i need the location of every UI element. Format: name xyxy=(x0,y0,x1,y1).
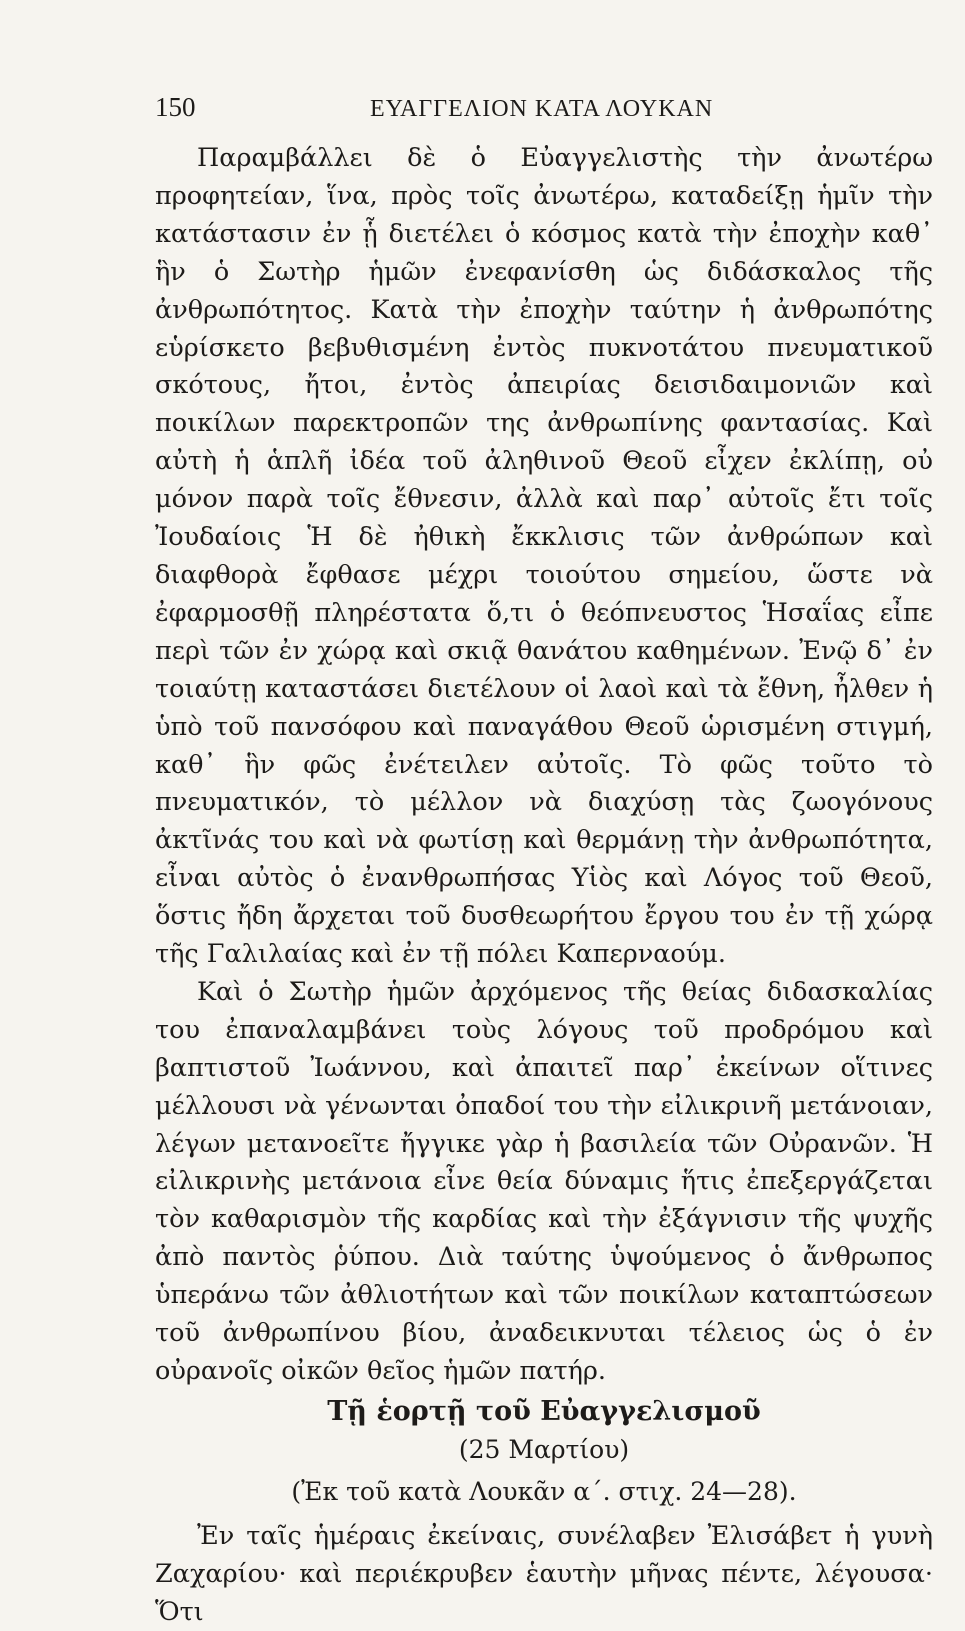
section-reference: (Ἐκ τοῦ κατὰ Λουκᾶν α΄. στιχ. 24—28). xyxy=(291,1476,797,1506)
paragraph-2: Καὶ ὁ Σωτὴρ ἡμῶν ἀρχόμενος τῆς θείας διδασκαλίας του ἐπαναλαμβάνει τοὺς λόγους τοῦ προδρόμου καὶ βαπτιστοῦ Ἰωάννου, καὶ ἀπαιτεῖ παρ᾽ ἐκείνων οἵτινες μέλλουσι νὰ γένωνται ὀπαδοί του τὴν εἰλικρινῆ μετάνοιαν, λέγων μετανοεῖτε ἤγγικε γὰρ ἡ βασιλεία τῶν Οὐρανῶν. Ἡ εἰλικρινὴς μετάνοια εἶνε θεία δύναμις ἥτις ἐπεξεργάζεται τὸν καθαρισμὸν τῆς καρδίας καὶ τὴν ἐξάγνισιν τῆς ψυχῆς ἀπὸ παντὸς ῥύπου. Διὰ ταύτης ὑψούμενος ὁ ἄνθρωπος ὑπεράνω τῶν ἀθλιοτήτων καὶ τῶν ποικίλων καταπτώσεων τοῦ ἀνθρωπίνου βίου, ἀναδεικνυται τέλειος ὡς ὁ ἐν οὐρανοῖς οἰκῶν θεῖος ἡμῶν πατήρ. xyxy=(155,976,933,1386)
running-head: ΕΥΑΓΓΕΛΙΟΝ ΚΑΤΑ ΛΟΥΚΑΝ xyxy=(370,96,714,122)
section-heading: Τῇ ἑορτῇ τοῦ Εὐαγγελισμοῦ xyxy=(327,1395,761,1427)
page-number: 150 xyxy=(155,92,196,122)
paragraph-3: Ἐν ταῖς ἡμέραις ἐκείναις, συνέλαβεν Ἐλισάβετ ἡ γυνὴ Ζαχαρίου· καὶ περιέκρυβεν ἑαυτὴν μῆνας πέντε, λέγουσα· Ὅτι xyxy=(155,1520,933,1627)
paragraph-1: Παραμβάλλει δὲ ὁ Εὐαγγελιστὴς τὴν ἀνωτέρω προφητείαν, ἵνα, πρὸς τοῖς ἀνωτέρω, καταδείξῃ ἡμῖν τὴν κατάστασιν ἐν ᾗ διετέλει ὁ κόσμος κατὰ τὴν ἐποχὴν καθ᾽ ἣν ὁ Σωτὴρ ἡμῶν ἐνεφανίσθη ὡς διδάσκαλος τῆς ἀνθρωπότητος. Κατὰ τὴν ἐποχὴν ταύτην ἡ ἀνθρωπότης εὑρίσκετο βεβυθισμένη ἐντὸς πυκνοτάτου πνευματικοῦ σκότους, ἤτοι, ἐντὸς ἀπειρίας δεισιδαιμονιῶν καὶ ποικίλων παρεκτροπῶν της ἀνθρωπίνης φαντασίας. Καὶ αὐτὴ ἡ ἁπλῆ ἰδέα τοῦ ἀληθινοῦ Θεοῦ εἶχεν ἐκλίπῃ, οὐ μόνον παρὰ τοῖς ἔθνεσιν, ἀλλὰ καὶ παρ᾽ αὐτοῖς ἔτι τοῖς Ἰουδαίοις Ἡ δὲ ἠθικὴ ἔκκλισις τῶν ἀνθρώπων καὶ διαφθορὰ ἔφθασε μέχρι τοιούτου σημείου, ὥστε νὰ ἐφαρμοσθῇ πληρέστατα ὅ,τι ὁ θεόπνευστος Ἡσαΐας εἶπε περὶ τῶν ἐν χώρᾳ καὶ σκιᾷ θανάτου καθημένων. Ἐνῷ δ᾽ ἐν τοιαύτῃ καταστάσει διετέλουν οἱ λαοὶ καὶ τὰ ἔθνη, ἦλθεν ἡ ὑπὸ τοῦ πανσόφου καὶ παναγάθου Θεοῦ ὡρισμένη στιγμή, καθ᾽ ἣν φῶς ἐνέτειλεν αὐτοῖς. Τὸ φῶς τοῦτο τὸ πνευματικόν, τὸ μέλλον νὰ διαχύσῃ τὰς ζωογόνους ἀκτῖνάς του καὶ νὰ φωτίσῃ καὶ θερμάνῃ τὴν ἀνθρωπότητα, εἶναι αὐτὸς ὁ ἐνανθρωπήσας Υἱὸς καὶ Λόγος τοῦ Θεοῦ, ὅστις ἤδη ἄρχεται τοῦ δυσθεωρήτου ἔργου του ἐν τῇ χώρᾳ τῆς Γαλιλαίας καὶ ἐν τῇ πόλει Καπερναούμ. xyxy=(155,143,933,970)
section-date: (25 Μαρτίου) xyxy=(458,1434,630,1464)
page-body xyxy=(155,140,933,1631)
